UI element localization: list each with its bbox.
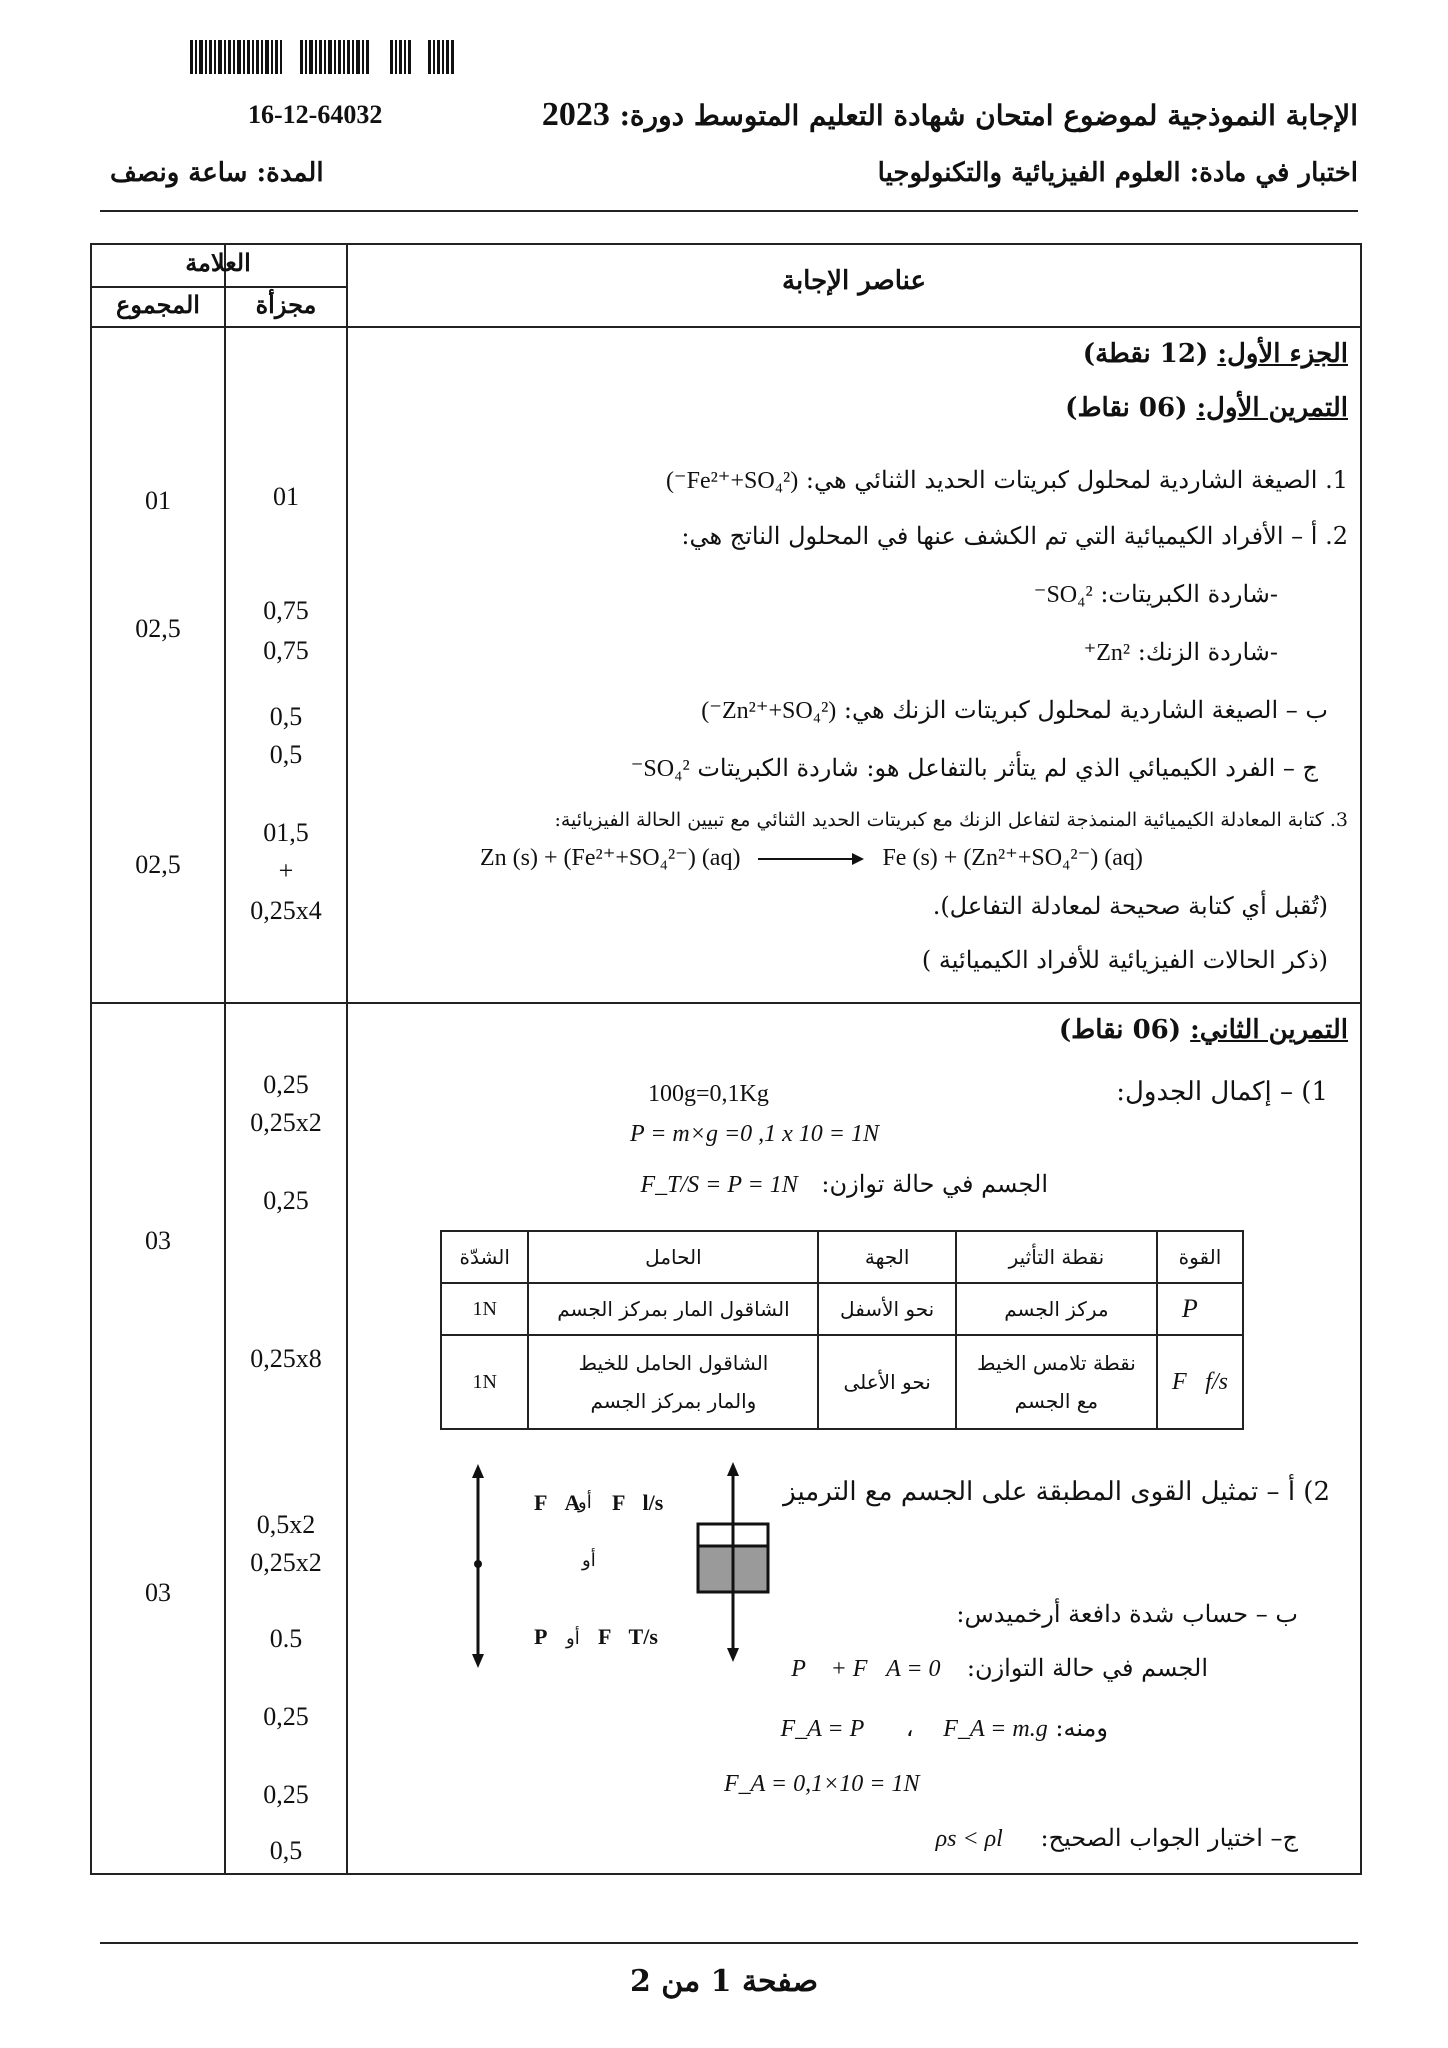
ex2-q2b-calc: F_A = 0,1×10 = 1N bbox=[724, 1771, 920, 1797]
table-cell: نحو الأسفل bbox=[818, 1283, 955, 1335]
exam-year: 2023 bbox=[541, 96, 610, 133]
table-cell: الشاقول المار بمركز الجسم bbox=[528, 1283, 818, 1335]
force-vectors-icon bbox=[468, 1462, 488, 1672]
page-number: صفحة 1 من 2 bbox=[629, 1964, 819, 1999]
part1-title: الجزء الأول: (12 نقطة) bbox=[1082, 339, 1348, 369]
q3-answer: 3. كتابة المعادلة الكيميائية المنمذجة لتفاعل الزنك مع كبريتات الحديد الثنائي مع تبيين الحالة الفيزيائية: bbox=[554, 809, 1348, 831]
ex1-title: التمرين الأول: (06 نقاط) bbox=[1065, 393, 1348, 423]
table-cell: 1N bbox=[441, 1335, 528, 1429]
table-row bbox=[441, 1283, 1243, 1335]
table-cell: 1N bbox=[441, 1283, 528, 1335]
table-cell: نقطة تلامس الخيط مع الجسم bbox=[956, 1335, 1157, 1429]
mark-partial: 0,5 bbox=[269, 1836, 303, 1865]
ex2-q1-label: 1) – إكمال الجدول: bbox=[1116, 1077, 1328, 1107]
ex2-q2b-equilibrium: الجسم في حالة التوازن: P⃗ + F⃗A = 0⃗ bbox=[791, 1654, 1208, 1682]
mark-partial: 0,5x2 bbox=[256, 1510, 316, 1539]
mark-partial: 0,5 bbox=[269, 702, 303, 731]
exam-title: الإجابة النموذجية لموضوع امتحان شهادة التعليم المتوسط دورة: 2023 bbox=[541, 96, 1358, 133]
label-fa: F⃗A bbox=[534, 1490, 581, 1515]
label-fls: F⃗l/s bbox=[612, 1490, 664, 1515]
col-divider-2 bbox=[346, 243, 348, 1875]
ex2-title: التمرين الثاني: (06 نقاط) bbox=[1058, 1015, 1348, 1045]
table-header-cell: نقطة التأثير bbox=[956, 1231, 1157, 1283]
table-cell: مركز الجسم bbox=[956, 1283, 1157, 1335]
mark-total: 01 bbox=[145, 486, 171, 515]
subject: اختبار في مادة: العلوم الفيزيائية والتكنولوجيا bbox=[877, 158, 1358, 188]
mark-partial: 0,25 bbox=[263, 1070, 309, 1099]
label-or: أو bbox=[578, 1492, 592, 1513]
label-fts: F⃗T/s bbox=[598, 1624, 658, 1649]
q3-note-1: (تُقبل أي كتابة صحيحة لمعادلة التفاعل). bbox=[932, 892, 1328, 920]
mark-partial: 0,25 bbox=[263, 1780, 309, 1809]
mark-partial: 0,75 bbox=[263, 596, 309, 625]
table-header-cell: الحامل bbox=[528, 1231, 818, 1283]
label-or: أو bbox=[582, 1550, 596, 1571]
ex2-q2b-text: ب – حساب شدة دافعة أرخميدس: bbox=[956, 1600, 1298, 1628]
q2a-item-sulfate: -شاردة الكبريتات: SO₄²⁻ bbox=[1033, 580, 1278, 608]
mark-total: 02,5 bbox=[135, 850, 181, 879]
table-cell: نحو الأعلى bbox=[818, 1335, 955, 1429]
head-bottom bbox=[90, 326, 1362, 328]
footer-divider bbox=[100, 1942, 1358, 1944]
section-divider bbox=[90, 1002, 1362, 1004]
table-header-cell: القوة bbox=[1157, 1231, 1243, 1283]
ex2-q2c: ج– اختيار الجواب الصحيح: ρs < ρl bbox=[935, 1824, 1298, 1852]
q3-equation: Zn (s) + (Fe²⁺+SO₄²⁻) (aq) Fe (s) + (Zn²⁺+SO₄²⁻) (aq) bbox=[480, 845, 1143, 871]
head-subdivider bbox=[90, 286, 346, 288]
answer-elements-header: عناصر الإجابة bbox=[782, 266, 926, 296]
q2b-answer: ب – الصيغة الشاردية لمحلول كبريتات الزنك هي: (Zn²⁺+SO₄²⁻) bbox=[701, 696, 1328, 724]
q2c-answer: ج – الفرد الكيميائي الذي لم يتأثر بالتفاعل هو: شاردة الكبريتات SO₄²⁻ bbox=[630, 754, 1318, 782]
ex2-q1-conversion: 100g=0,1Kg bbox=[648, 1081, 769, 1107]
mark-total: 02,5 bbox=[135, 614, 181, 643]
table-cell: P⃗ bbox=[1157, 1283, 1243, 1335]
mark-header: العلامة bbox=[185, 248, 251, 277]
ex2-q2b-hence: ومنه: F_A = P ، F_A = m.g bbox=[780, 1714, 1108, 1742]
mark-partial: 0,75 bbox=[263, 636, 309, 665]
label-p: P⃗ bbox=[534, 1624, 565, 1649]
table-header-cell: الجهة bbox=[818, 1231, 955, 1283]
mark-partial: 0,5 bbox=[269, 740, 303, 769]
mark-partial: 01 bbox=[273, 482, 299, 511]
mark-partial: + bbox=[278, 856, 294, 885]
barcode bbox=[190, 40, 456, 74]
mark-partial: 0,25x2 bbox=[250, 1548, 322, 1577]
table-cell: الشاقول الحامل للخيط والمار بمركز الجسم bbox=[528, 1335, 818, 1429]
q2a-answer: 2. أ – الأفراد الكيميائية التي تم الكشف عنها في المحلول الناتج هي: bbox=[681, 522, 1348, 550]
table-header-row bbox=[441, 1231, 1243, 1283]
header-divider bbox=[100, 210, 1358, 212]
duration: المدة: ساعة ونصف bbox=[110, 158, 324, 188]
mark-partial: 0,25 bbox=[263, 1186, 309, 1215]
mark-partial: 0,25 bbox=[263, 1702, 309, 1731]
table-row bbox=[441, 1335, 1243, 1429]
mark-partial: 0,25x2 bbox=[250, 1108, 322, 1137]
ex2-q2a-text: 2) أ – تمثيل القوى المطبقة على الجسم مع الترميز bbox=[783, 1477, 1330, 1507]
mark-partial: 0,25x8 bbox=[250, 1344, 322, 1373]
exam-code: 16-12-64032 bbox=[248, 100, 383, 129]
ex2-q1-weight: P = m×g =0 ,1 x 10 = 1N bbox=[630, 1121, 879, 1147]
q1-answer: 1. الصيغة الشاردية لمحلول كبريتات الحديد الثنائي هي: (Fe²⁺+SO₄²⁻) bbox=[665, 466, 1348, 494]
mark-partial: 0.5 bbox=[269, 1624, 303, 1653]
partial-header: مجزأة bbox=[255, 290, 317, 319]
mark-partial: 01,5 bbox=[263, 818, 309, 847]
mark-total: 03 bbox=[145, 1226, 171, 1255]
total-header: المجموع bbox=[116, 290, 200, 319]
q3-note-2: (ذكر الحالات الفيزيائية للأفراد الكيميائية ) bbox=[921, 946, 1328, 974]
ex2-q1-equilibrium: الجسم في حالة توازن: F_T/S = P = 1N bbox=[640, 1170, 1048, 1198]
mark-total: 03 bbox=[145, 1578, 171, 1607]
forces-diagram bbox=[680, 1462, 790, 1662]
table-cell: F⃗f/s bbox=[1157, 1335, 1243, 1429]
label-or: أو bbox=[566, 1628, 580, 1649]
q2a-item-zinc: -شاردة الزنك: Zn²⁺ bbox=[1083, 638, 1278, 666]
table-header-cell: الشدّة bbox=[441, 1231, 528, 1283]
mark-partial: 0,25x4 bbox=[250, 896, 322, 925]
forces-table bbox=[440, 1230, 1244, 1430]
reaction-arrow-icon bbox=[756, 851, 866, 867]
